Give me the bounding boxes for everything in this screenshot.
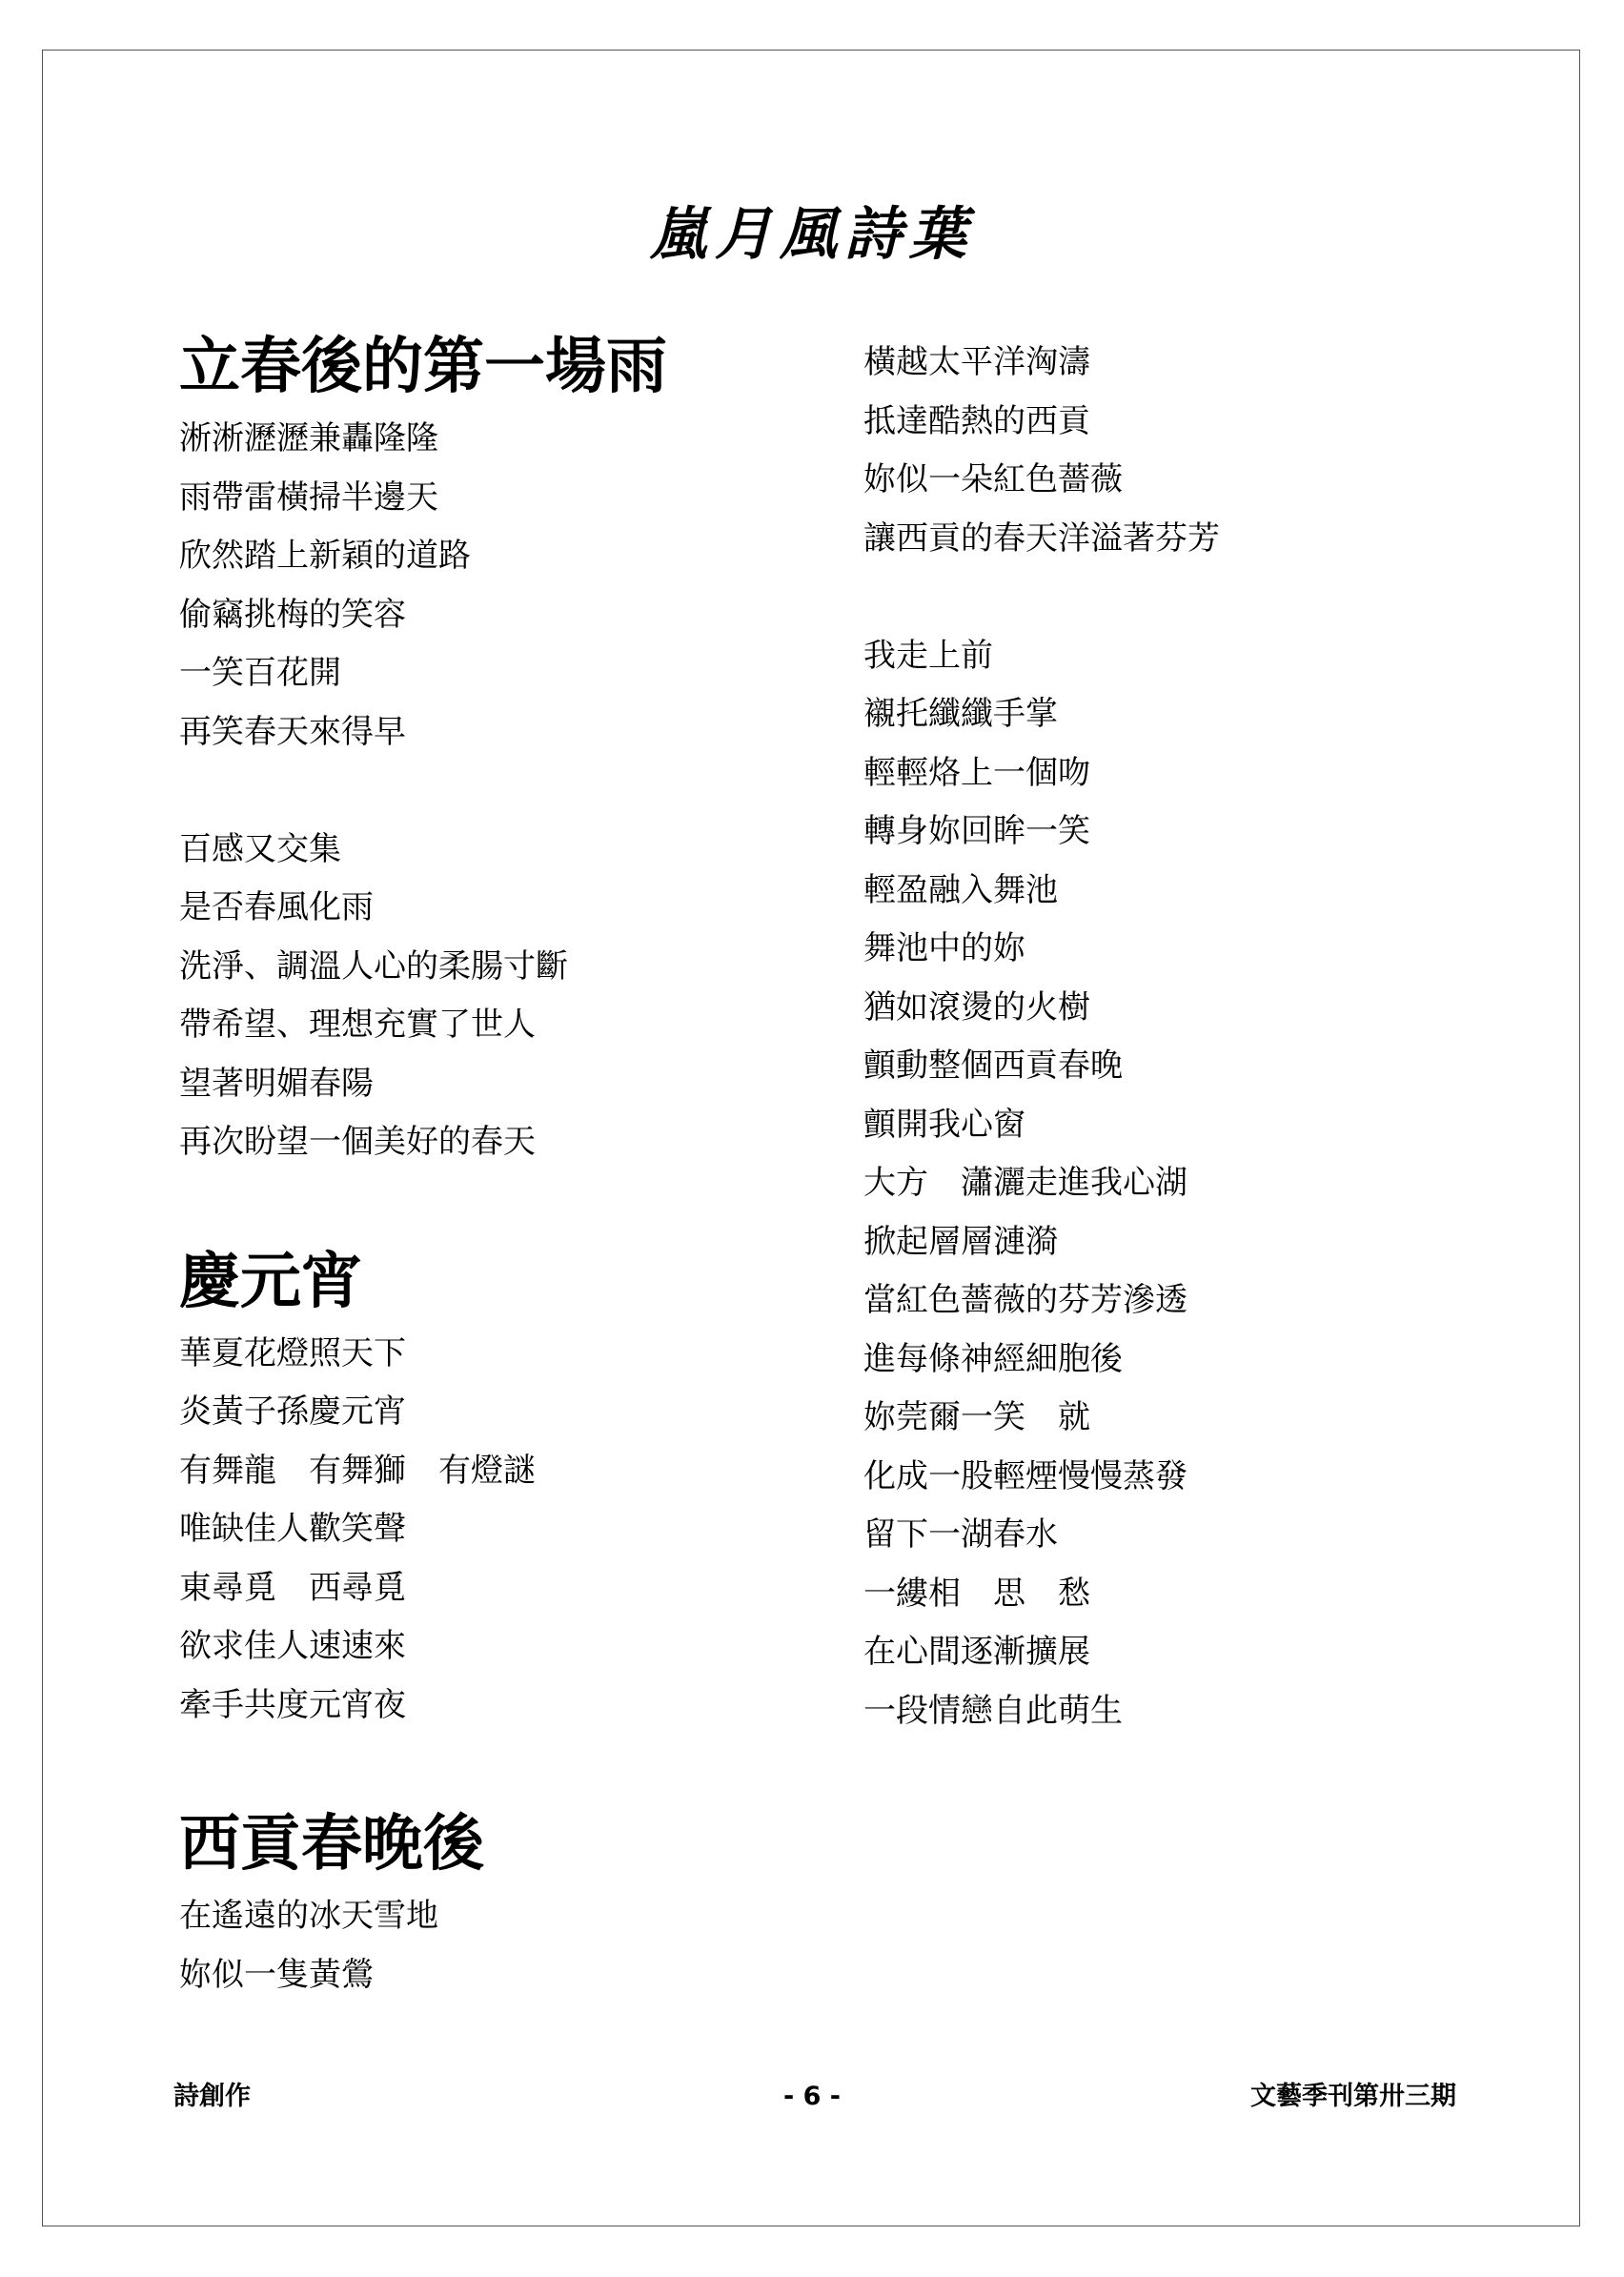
- verse-line: 再笑春天來得早: [179, 712, 406, 751]
- stanza: [863, 334, 1531, 568]
- poem-title: 西貢春晚後: [179, 1808, 484, 1880]
- poem-title: 慶元宵: [179, 1245, 362, 1317]
- verse-line: 百感又交集: [179, 829, 341, 868]
- verse-line: 在遙遠的冰天雪地: [179, 1897, 438, 1935]
- verse-line: 大方 瀟灑走進我心湖: [863, 1164, 1188, 1202]
- poem: [179, 324, 846, 1172]
- publication-issue: 文藝季刊第卅三期: [1250, 2082, 1456, 2111]
- verse-line: 進每條神經細胞後: [863, 1339, 1123, 1378]
- footer-section-label: 詩創作: [173, 2082, 251, 2111]
- verse-line: 化成一股輕煙慢慢蒸發: [863, 1456, 1188, 1495]
- verse-line: 再次盼望一個美好的春天: [179, 1123, 536, 1161]
- verse-line: 是否春風化雨: [179, 888, 374, 926]
- verse-line: 東尋覓 西尋覓: [179, 1568, 406, 1607]
- verse-line: 欣然踏上新穎的道路: [179, 537, 471, 575]
- verse-line: 妳莞爾一笑 就: [863, 1398, 1090, 1436]
- verse-line: 炎黃子孫慶元宵: [179, 1393, 406, 1431]
- stanza-break: [863, 568, 1531, 627]
- verse-line: 牽手共度元宵夜: [179, 1685, 406, 1724]
- verse-line: 妳似一隻黃鶯: [179, 1955, 374, 1994]
- stanza: [179, 1325, 846, 1736]
- poem: [179, 1239, 846, 1736]
- verse-line: 當紅色薔薇的芬芳滲透: [863, 1281, 1188, 1319]
- verse-line: 襯托纖纖手掌: [863, 695, 1058, 733]
- verse-line: 讓西貢的春天洋溢著芬芳: [863, 518, 1220, 558]
- verse-line: 一笑百花開: [179, 654, 341, 692]
- stanza-break: [179, 762, 846, 821]
- verse-line: 一段情戀自此萌生: [863, 1691, 1123, 1730]
- verse-line: 抵達酷熱的西貢: [863, 401, 1090, 440]
- poem-break: [179, 1735, 846, 1801]
- verse-line: 橫越太平洋洶濤: [863, 343, 1090, 381]
- verse-line: 輕輕烙上一個吻: [863, 753, 1090, 792]
- right-column: [863, 334, 1531, 1740]
- stanza: [179, 821, 846, 1172]
- verse-line: 輕盈融入舞池: [863, 870, 1058, 909]
- verse-line: 華夏花燈照天下: [179, 1333, 406, 1372]
- verse-line: 唯缺佳人歡笑聲: [179, 1510, 406, 1548]
- verse-line: 顫開我心窗: [863, 1105, 1025, 1144]
- verse-line: 妳似一朵紅色薔薇: [863, 460, 1123, 498]
- verse-line: 掀起層層漣漪: [863, 1222, 1058, 1261]
- stanza: [179, 1887, 846, 2004]
- verse-line: 雨帶雷橫掃半邊天: [179, 478, 438, 517]
- verse-line: 我走上前: [863, 636, 993, 675]
- left-column: [179, 324, 846, 2004]
- verse-line: 舞池中的妳: [863, 929, 1025, 967]
- verse-line: 淅淅瀝瀝兼轟隆隆: [179, 419, 438, 457]
- verse-line: 帶希望、理想充實了世人: [179, 1006, 536, 1044]
- verse-line: 在心間逐漸擴展: [863, 1633, 1090, 1671]
- stanza: [863, 627, 1531, 1741]
- verse-line: 轉身妳回眸一笑: [863, 812, 1090, 850]
- verse-line: 留下一湖春水: [863, 1515, 1058, 1554]
- verse-line: 顫動整個西貢春晚: [863, 1047, 1123, 1085]
- verse-line: 有舞龍 有舞獅 有燈謎: [179, 1451, 536, 1490]
- verse-line: 欲求佳人速速來: [179, 1627, 406, 1665]
- verse-line: 望著明媚春陽: [179, 1064, 374, 1103]
- poem-break: [179, 1172, 846, 1239]
- poem: [179, 1801, 846, 2004]
- stanza: [179, 410, 846, 762]
- verse-line: 偷竊挑梅的笑容: [179, 595, 406, 634]
- poem-title: 立春後的第一場雨: [179, 331, 667, 402]
- page-number: - 6 -: [783, 2082, 841, 2111]
- page-title: 嵐月風詩葉: [650, 201, 974, 268]
- verse-line: 猶如滾燙的火樹: [863, 987, 1090, 1027]
- verse-line: 一縷相 思 愁: [863, 1574, 1090, 1613]
- verse-line: 洗淨、調溫人心的柔腸寸斷: [179, 946, 568, 986]
